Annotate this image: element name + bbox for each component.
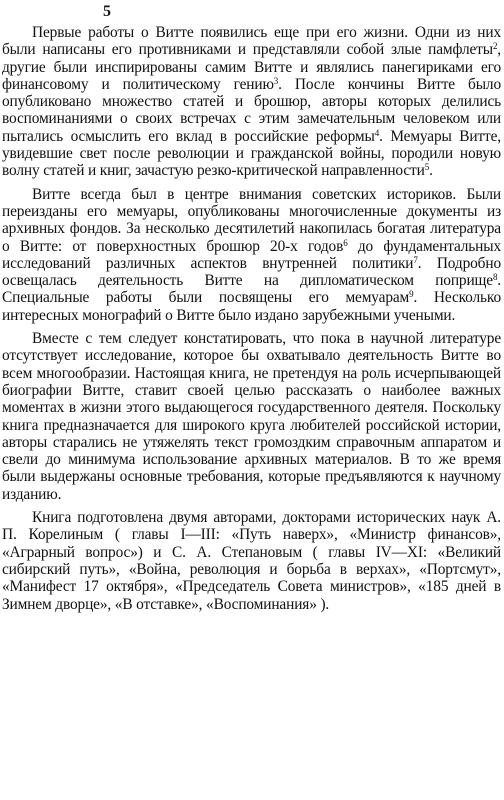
footnote-ref-2: 2 bbox=[492, 41, 498, 52]
footnote-ref-5: 5 bbox=[424, 162, 430, 173]
paragraph-2 bbox=[2, 186, 501, 324]
paragraph-text: Первые работы о Витте появились еще при его жизни. Одни из них были написаны его противниками и представляли собой злые памфлеты bbox=[2, 24, 501, 59]
paragraph-4 bbox=[2, 509, 501, 613]
paragraph-text: . Мемуары Витте, увидевшие свет после революции и гражданской войны, породили новую волну статей и книг, зачастую резко-критической направленности bbox=[2, 127, 501, 180]
footnote-ref-7: 7 bbox=[413, 254, 418, 265]
paragraph-text: Витте всегда был в центре внимания советских историков. Были переизданы его мемуары, опубликованы многочисленные документы из архивных фондов. За несколько десятилетий накопилась богатая литература о Витте: от поверхностных брошюр 20-х годов bbox=[2, 185, 501, 255]
body-text bbox=[2, 24, 501, 619]
paragraph-text: . Специальные работы были посвящены его мемуарам bbox=[2, 272, 501, 307]
paragraph-3 bbox=[2, 330, 501, 503]
footnote-ref-4: 4 bbox=[374, 127, 380, 138]
paragraph-text: . Подробно освещалась деятельность Витте на дипломатическом поприще bbox=[2, 254, 501, 290]
paragraph-text: . После кончины Витте было опубликовано множество статей и брошюр, авторы которых делились воспоминаниями о своих встречах с этим замечательным человеком или пытались осмыслить его вклад в российские реформы bbox=[2, 75, 501, 145]
footnote-ref-9: 9 bbox=[409, 289, 414, 300]
paragraph-text: Книга подготовлена двумя авторами, докторами исторических наук А. П. Корелиным ( главы I—III: «Путь наверх», «Министр финансов», «Аграрный вопрос») и С. А. Степановым ( главы IV—XI: «Великий сибирский путь», «Война, революция и борьба в верхах», «Портсмут», «Манифест 17 октября», «Председатель Совета министров», «185 дней в Зимнем дворце», «В отставке», «Воспоминания» ). bbox=[2, 509, 501, 613]
footnote-ref-3: 3 bbox=[273, 75, 279, 86]
paragraph-text: , другие были инспирированы самим Витте и являлись панегириками его финансовому и политическому гению bbox=[2, 41, 501, 93]
paragraph-text: Вместе с тем следует констатировать, что пока в научной литературе отсутствует исследование, которое бы охватывало деятельность Витте во всем многообразии. Настоящая книга, не претендуя на роль исчерпывающей биографии Витте, ставит своей целью рассказать о наиболее важных моментах в жизни этого выдающегося государственного деятеля. Поскольку книга предназначается для широкого круга любителей российской истории, авторы старались не утяжелять текст громоздким справочным аппаратом и свели до минимума использование архивных материалов. В то же время были выдержаны основные требования, которые предъявляются к научному изданию. bbox=[2, 330, 501, 503]
footnote-ref-6: 6 bbox=[343, 237, 348, 248]
page-number: 5 bbox=[103, 3, 111, 20]
paragraph-text: . bbox=[429, 162, 433, 180]
footnote-ref-8: 8 bbox=[492, 272, 498, 283]
paragraph-text: до фундаментальных исследований различных аспектов внутренней политики bbox=[2, 237, 501, 272]
paragraph-1 bbox=[2, 24, 501, 180]
paragraph-text: . Несколько интересных монографий о Витте было издано зарубежными учеными. bbox=[2, 289, 502, 324]
